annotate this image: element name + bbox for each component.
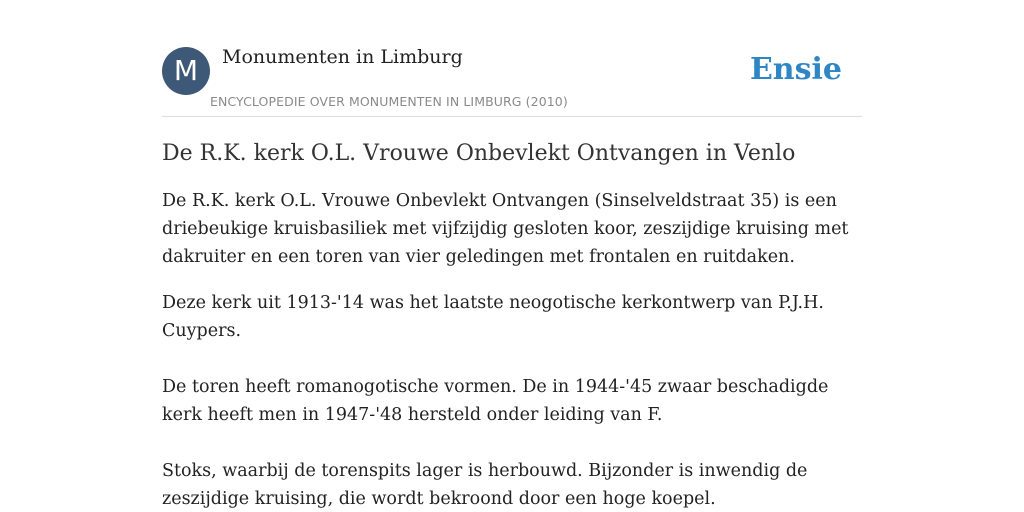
paragraph-spacer xyxy=(162,345,852,373)
article-paragraph: Deze kerk uit 1913-'14 was het laatste neogotische kerkontwerp van P.J.H. Cuypers. xyxy=(162,293,824,341)
site-subtitle: ENCYCLOPEDIE OVER MONUMENTEN IN LIMBURG (2010) xyxy=(210,94,568,109)
avatar[interactable]: M xyxy=(162,47,210,95)
site-title-link[interactable]: Monumenten in Limburg xyxy=(222,46,463,68)
article-paragraph: De toren heeft romanogotische vormen. De in 1944-'45 zwaar beschadigde kerk heeft men in 1947-'48 hersteld onder leiding van F. xyxy=(162,377,829,425)
paragraph-spacer xyxy=(162,429,852,457)
ensie-logo[interactable]: Ensie xyxy=(749,52,842,87)
article-paragraph: De R.K. kerk O.L. Vrouwe Onbevlekt Ontvangen (Sinselveldstraat 35) is een driebeukige kruisbasiliek met vijfzijdig gesloten koor, zeszijdige kruising met dakruiter en een toren van vier geledingen met frontalen en ruitdaken. xyxy=(162,191,849,267)
article-title: De R.K. kerk O.L. Vrouwe Onbevlekt Ontvangen in Venlo xyxy=(162,141,796,166)
header xyxy=(162,40,862,117)
article-paragraph: Stoks, waarbij de torenspits lager is herbouwd. Bijzonder is inwendig de zeszijdige kruising, die wordt bekroond door een hoge koepel. xyxy=(162,461,808,509)
article xyxy=(162,138,852,512)
